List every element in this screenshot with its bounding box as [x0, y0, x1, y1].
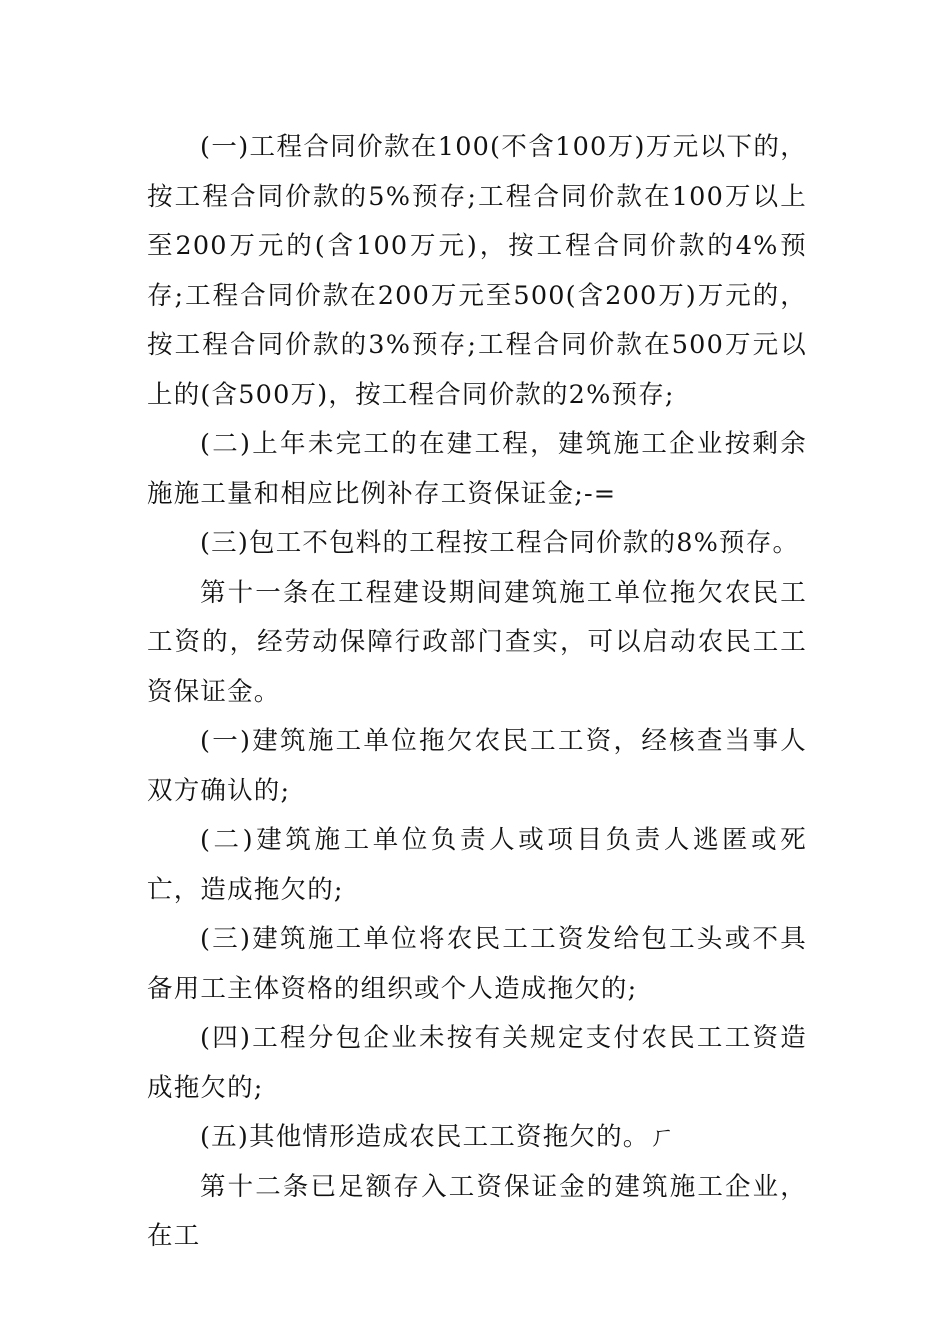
paragraph-item-1: (一)建筑施工单位拖欠农民工工资，经核查当事人双方确认的;: [147, 726, 807, 806]
paragraph-item-4: (四)工程分包企业未按有关规定支付农民工工资造成拖欠的;: [147, 1023, 807, 1103]
paragraph-item-3: (三)建筑施工单位将农民工工资发给包工头或不具备用工主体资格的组织或个人造成拖欠的;: [147, 924, 807, 1004]
document-page: [147, 123, 807, 1262]
paragraph-item-2: (二)建筑施工单位负责人或项目负责人逃匿或死亡，造成拖欠的;: [147, 825, 807, 905]
paragraph-rates: (一)工程合同价款在100(不含100万)万元以下的，按工程合同价款的5%预存;工程合同价款在100万以上至200万元的(含100万元)，按工程合同价款的4%预存;工程合同价款在200万元至500(含200万)万元的，按工程合同价款的3%预存;工程合同价款在500万元以上的(含500万)，按工程合同价款的2%预存;: [147, 132, 807, 410]
paragraph-article-11: 第十一条在工程建设期间建筑施工单位拖欠农民工工资的，经劳动保障行政部门查实，可以启动农民工工资保证金。: [147, 577, 807, 707]
paragraph-article-12: 第十二条已足额存入工资保证金的建筑施工企业，在工: [147, 1171, 807, 1251]
paragraph-item-5: (五)其他情形造成农民工工资拖欠的。ㄏ: [200, 1122, 677, 1152]
paragraph-labor-only: (三)包工不包料的工程按工程合同价款的8%预存。: [200, 528, 800, 558]
paragraph-unfinished-projects: (二)上年未完工的在建工程，建筑施工企业按剩余施施工量和相应比例补存工资保证金;-=: [147, 429, 807, 509]
